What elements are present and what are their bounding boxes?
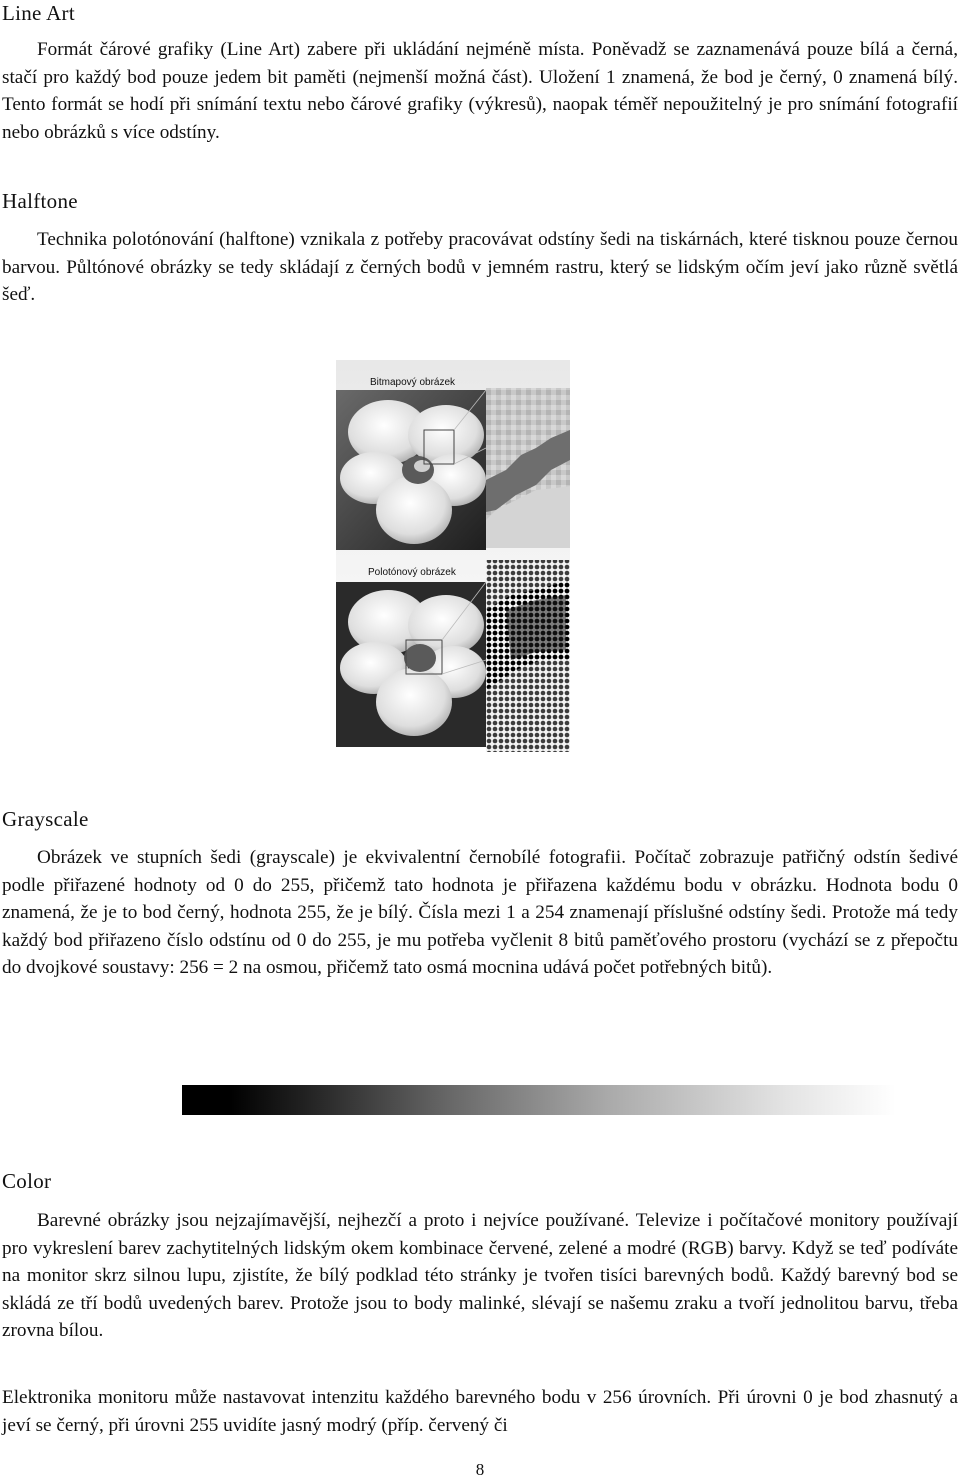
halftone-label: Polotónový obrázek [368, 567, 456, 578]
bitmap-label: Bitmapový obrázek [370, 377, 456, 388]
heading-line-art: Line Art [2, 1, 75, 25]
paragraph-line-art: Formát čárové grafiky (Line Art) zabere při ukládání nejméně místa. Poněvadž se zaznamenává pouze bílá a černá, stačí pro každý bod pouze jedem bit paměti (nejmenší možná část). Uložení 1 znamená, že bod je černý, 0 znamená bílý. Tento formát se hodí při snímání textu nebo čárové grafiky (výkresů), naopak téměř nepoužitelný je pro snímání fotografií nebo obrázků s více odstíny. [2, 39, 958, 143]
heading-color: Color [2, 1169, 52, 1193]
halftone-figure [336, 360, 570, 757]
paragraph-halftone: Technika polotónování (halftone) vznikala z potřeby pracovávat odstíny šedi na tiskárnách, které tisknou pouze černou barvou. Půltónové obrázky se tedy skládají z černých bodů v jemném rastru, který se lidským očím jeví jako různě světlá šeď. [2, 229, 958, 305]
grayscale-gradient-bar [182, 1085, 958, 1115]
page-number: 8 [475, 1460, 485, 1479]
halftone-zoom [486, 560, 570, 752]
figure-illustration [336, 360, 570, 752]
halftone-flower [336, 582, 486, 747]
heading-halftone: Halftone [2, 189, 78, 213]
bitmap-flower [336, 390, 486, 550]
bitmap-zoom [486, 388, 570, 548]
heading-grayscale: Grayscale [2, 807, 89, 831]
paragraph-grayscale: Obrázek ve stupních šedi (grayscale) je ekvivalentní černobílé fotografii. Počítač zobrazuje patřičný odstín šedivé podle přiřazené hodnoty od 0 do 255, přičemž tato hodnota je přiřazena každému bodu v obrázku. Hodnota bodu 0 znamená, že je to bod černý, hodnota 255, že je bílý. Čísla mezi 1 a 254 znamenají příslušné odstíny šedi. Protože má tedy každý bod přiřazeno číslo odstínu od 0 do 255, je mu potřeba vyčlenit 8 bitů paměťového prostoru (vychází se z přepočtu do dvojkové soustavy: 256 = 2 na osmou, přičemž tato osmá mocnina udává počet potřebných bitů). [2, 847, 958, 978]
paragraph-color-2: Elektronika monitoru může nastavovat intenzitu každého barevného bodu v 256 úrovních. Při úrovni 0 je bod zhasnutý a jeví se černý, při úrovni 255 uvidíte jasný modrý (příp. červený či [2, 1387, 958, 1436]
paragraph-color-1: Barevné obrázky jsou nejzajímavější, nejhezčí a proto i nejvíce používané. Televize i počítačové monitory používají pro vykreslení barev zachytitelných lidským okem kombinace červené, zelené a modré (RGB) barvy. Když se teď podíváte na monitor skrz silnou lupu, zjistíte, že bílý podklad této stránky je tvořen tisíci barevných bodů. Každý barevný bod se skládá ze tří bodů uvedených barev. Protože jsou to body malinké, slévají se našemu zraku a tvoří jednolitou barvu, třeba zrovna bílou. [2, 1210, 958, 1341]
